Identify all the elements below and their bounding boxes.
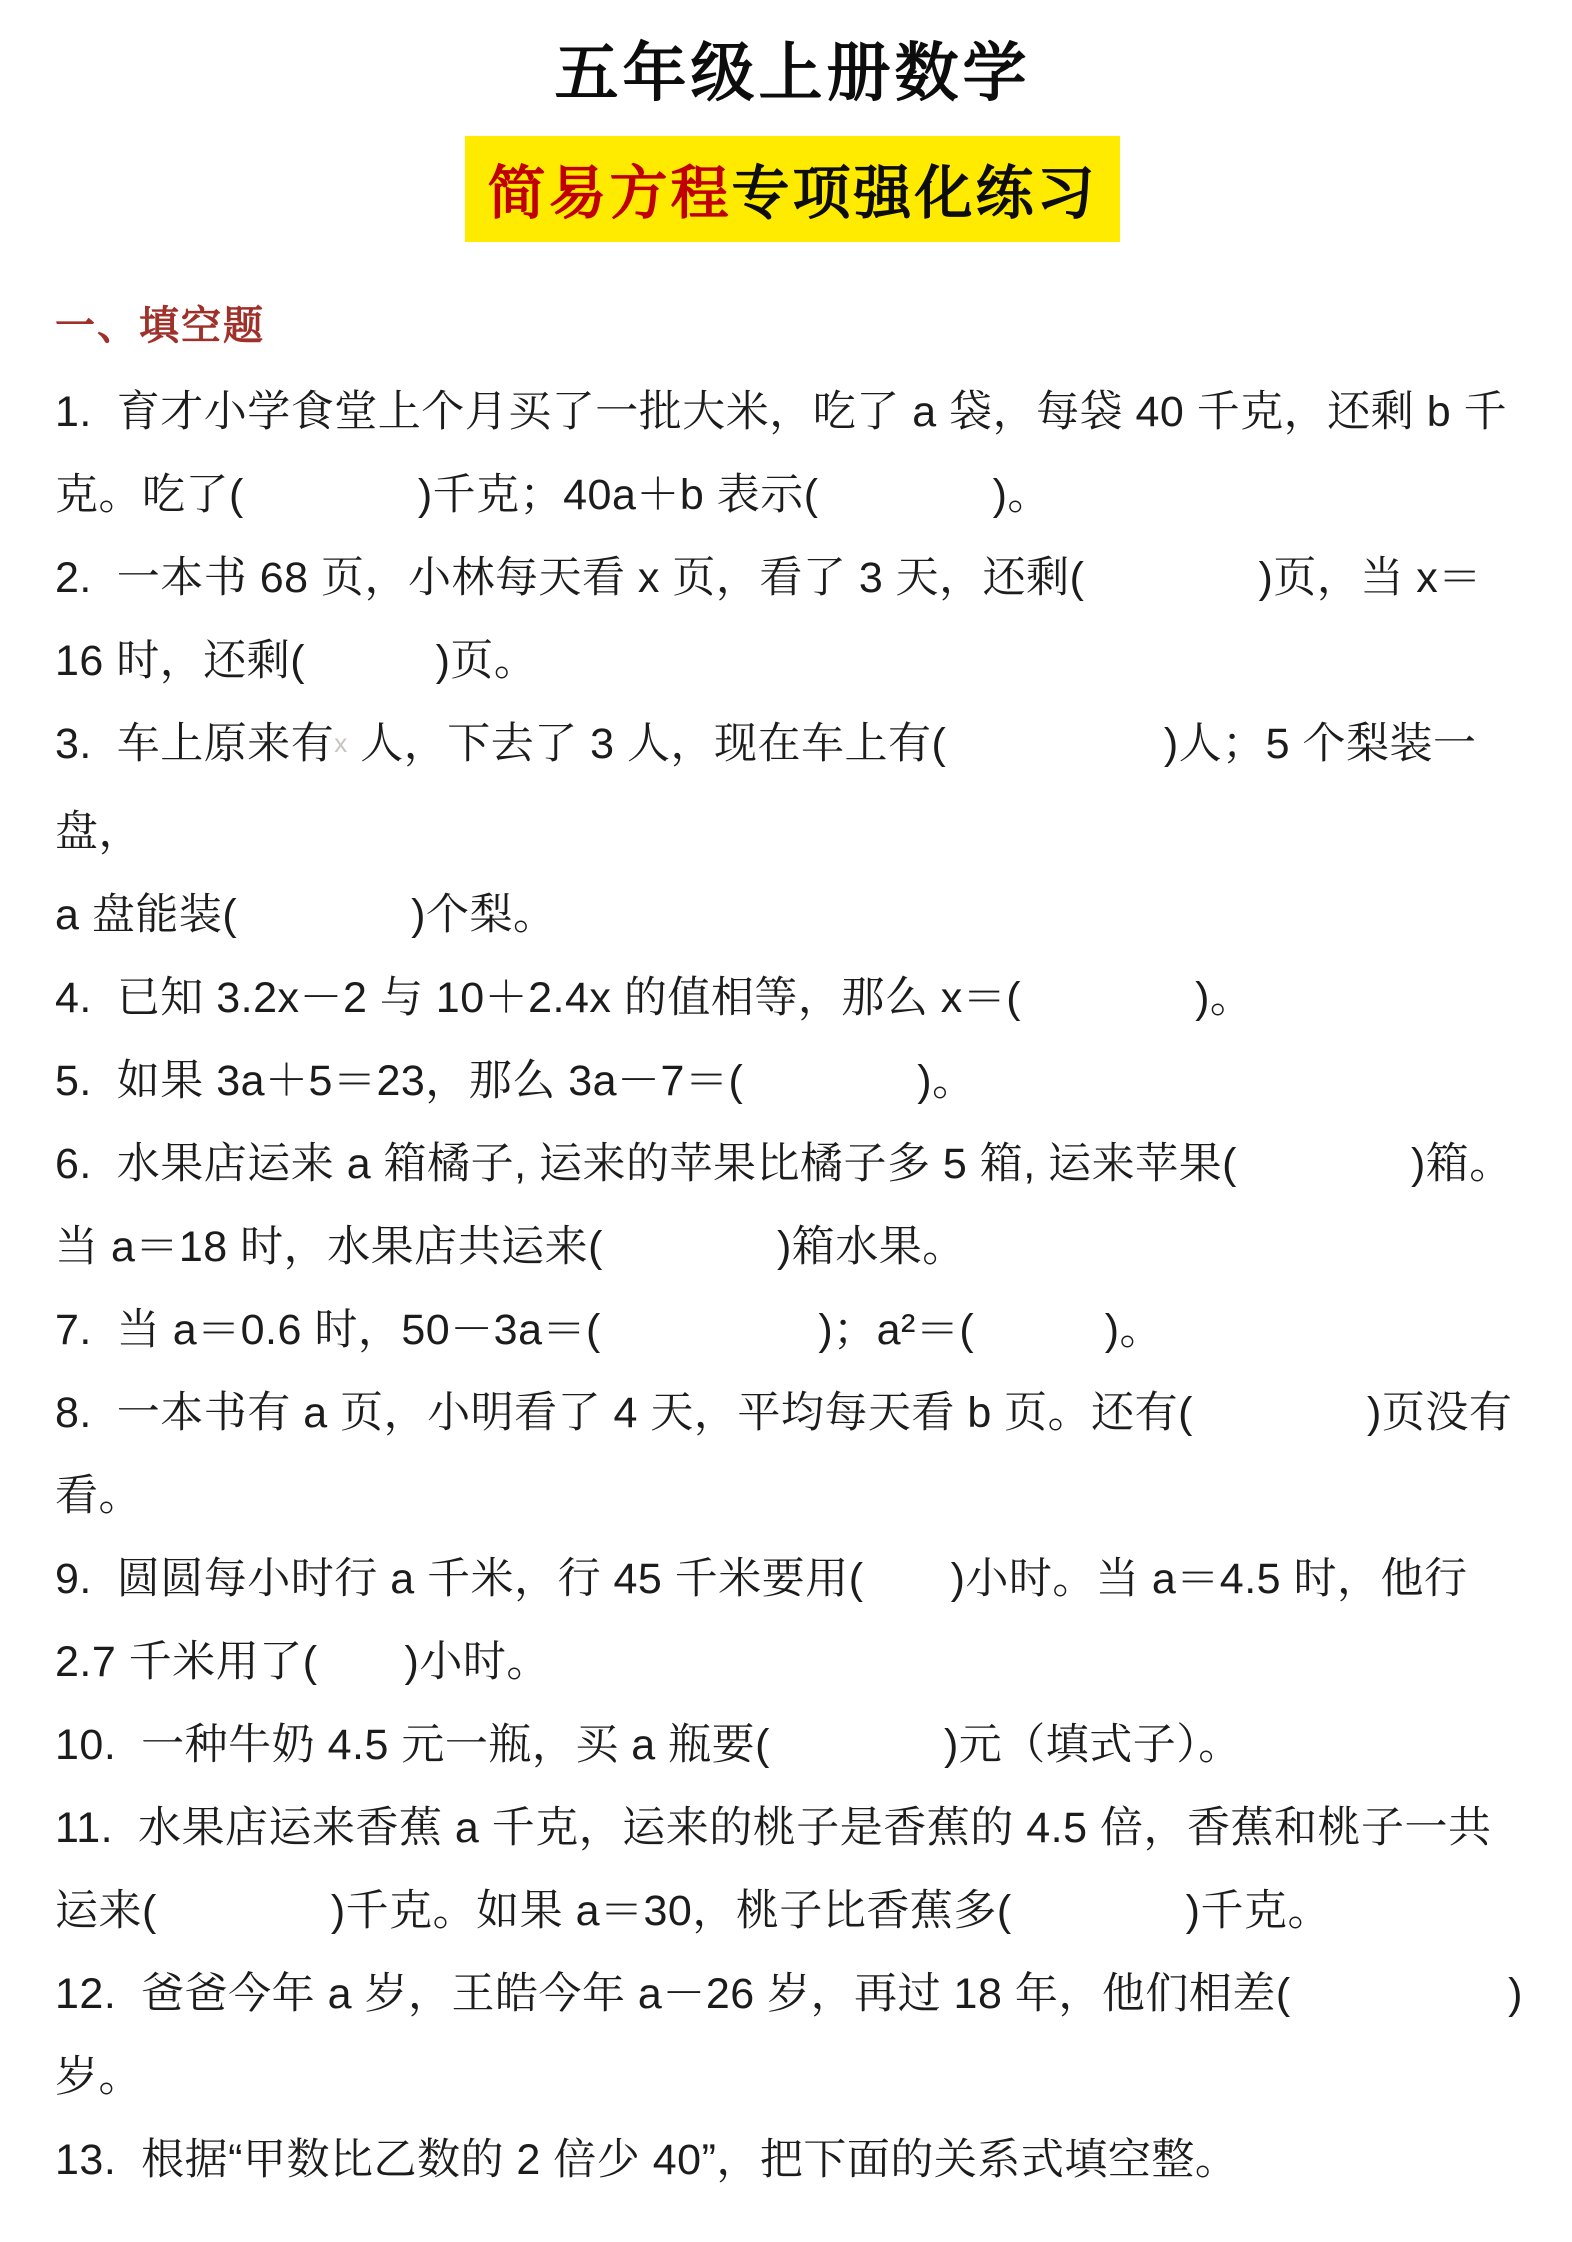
question-12 — [55, 1953, 1530, 2119]
question-line — [55, 537, 1530, 620]
question-9 — [55, 1538, 1530, 1704]
question-10 — [55, 1704, 1530, 1787]
question-line — [55, 1953, 1530, 2119]
question-line — [55, 1289, 1530, 1372]
question-11 — [55, 1787, 1530, 1953]
question-line — [55, 1123, 1530, 1206]
question-2 — [55, 537, 1530, 703]
question-line — [55, 957, 1530, 1040]
question-text: 11. 水果店运来香蕉 a 千克，运来的桃子是香蕉的 4.5 倍，香蕉和桃子一共 — [55, 1804, 1492, 1852]
question-text: 5. 如果 3a＋5＝23，那么 3a－7＝( )。 — [55, 1057, 976, 1105]
question-line — [55, 703, 1530, 874]
question-text: 10. 一种牛奶 4.5 元一瓶，买 a 瓶要( )元（填式子）。 — [55, 1721, 1242, 1769]
question-text: 7. 当 a＝0.6 时，50－3a＝( )；a²＝( )。 — [55, 1306, 1164, 1354]
question-text: 16 时，还剩( )页。 — [55, 637, 538, 685]
question-text: 2. 一本书 68 页，小林每天看 x 页，看了 3 天，还剩( )页，当 x＝ — [55, 554, 1482, 602]
question-line — [55, 2119, 1530, 2202]
question-text: 12. 爸爸今年 a 岁，王皓今年 a－26 岁，再过 18 年，他们相差( )岁。 — [55, 1970, 1523, 2101]
question-text: 当 a＝18 时，水果店共运来( )箱水果。 — [55, 1223, 966, 1271]
question-text: 运来( )千克。如果 a＝30，桃子比香蕉多( )千克。 — [55, 1887, 1331, 1935]
question-line — [55, 371, 1530, 454]
question-5 — [55, 1040, 1530, 1123]
question-text: 1. 育才小学食堂上个月买了一批大米，吃了 a 袋，每袋 40 千克，还剩 b 千 — [55, 388, 1508, 436]
question-line — [55, 1455, 1530, 1538]
question-line — [55, 1372, 1530, 1455]
question-line — [55, 620, 1530, 703]
question-text: 13. 根据“甲数比乙数的 2 倍少 40”，把下面的关系式填空整。 — [55, 2136, 1239, 2184]
question-text: 9. 圆圆每小时行 a 千米，行 45 千米要用( )小时。当 a＝4.5 时，他行 — [55, 1555, 1468, 1603]
subtitle-highlight-box — [465, 136, 1119, 242]
question-line — [55, 1621, 1530, 1704]
faint-x-mark: x — [334, 728, 348, 758]
question-text: 6. 水果店运来 a 箱橘子, 运来的苹果比橘子多 5 箱, 运来苹果( )箱。 — [55, 1140, 1513, 1188]
question-text: 人，下去了 3 人，现在车上有( )人；5 个梨装一盘， — [55, 720, 1477, 856]
question-text: a 盘能装( )个梨。 — [55, 891, 557, 939]
question-text: 3. 车上原来有 — [55, 720, 335, 768]
question-line — [55, 1704, 1530, 1787]
question-line — [55, 1870, 1530, 1953]
page-title: 五年级上册数学 — [554, 37, 1031, 109]
question-line — [55, 1787, 1530, 1870]
subtitle-row — [55, 136, 1530, 242]
question-4 — [55, 957, 1530, 1040]
question-7 — [55, 1289, 1530, 1372]
question-text: 看。 — [55, 1472, 142, 1520]
question-13 — [55, 2119, 1530, 2202]
question-text: 克。吃了( )千克；40a＋b 表示( )。 — [55, 471, 1051, 519]
question-3 — [55, 703, 1530, 957]
question-line — [55, 1538, 1530, 1621]
questions-list — [55, 371, 1530, 2202]
question-6 — [55, 1123, 1530, 1289]
question-text: 4. 已知 3.2x－2 与 10＋2.4x 的值相等，那么 x＝( )。 — [55, 974, 1254, 1022]
question-1 — [55, 371, 1530, 537]
question-line — [55, 454, 1530, 537]
question-text: 2.7 千米用了( )小时。 — [55, 1638, 550, 1686]
subtitle-rest: 专项强化练习 — [731, 161, 1098, 226]
question-text: 8. 一本书有 a 页，小明看了 4 天，平均每天看 b 页。还有( )页没有 — [55, 1389, 1513, 1437]
question-line — [55, 874, 1530, 957]
subtitle-topic: 简易方程 — [487, 161, 732, 226]
question-line — [55, 1206, 1530, 1289]
section-header: 一、填空题 — [55, 304, 265, 348]
question-8 — [55, 1372, 1530, 1538]
question-line — [55, 1040, 1530, 1123]
